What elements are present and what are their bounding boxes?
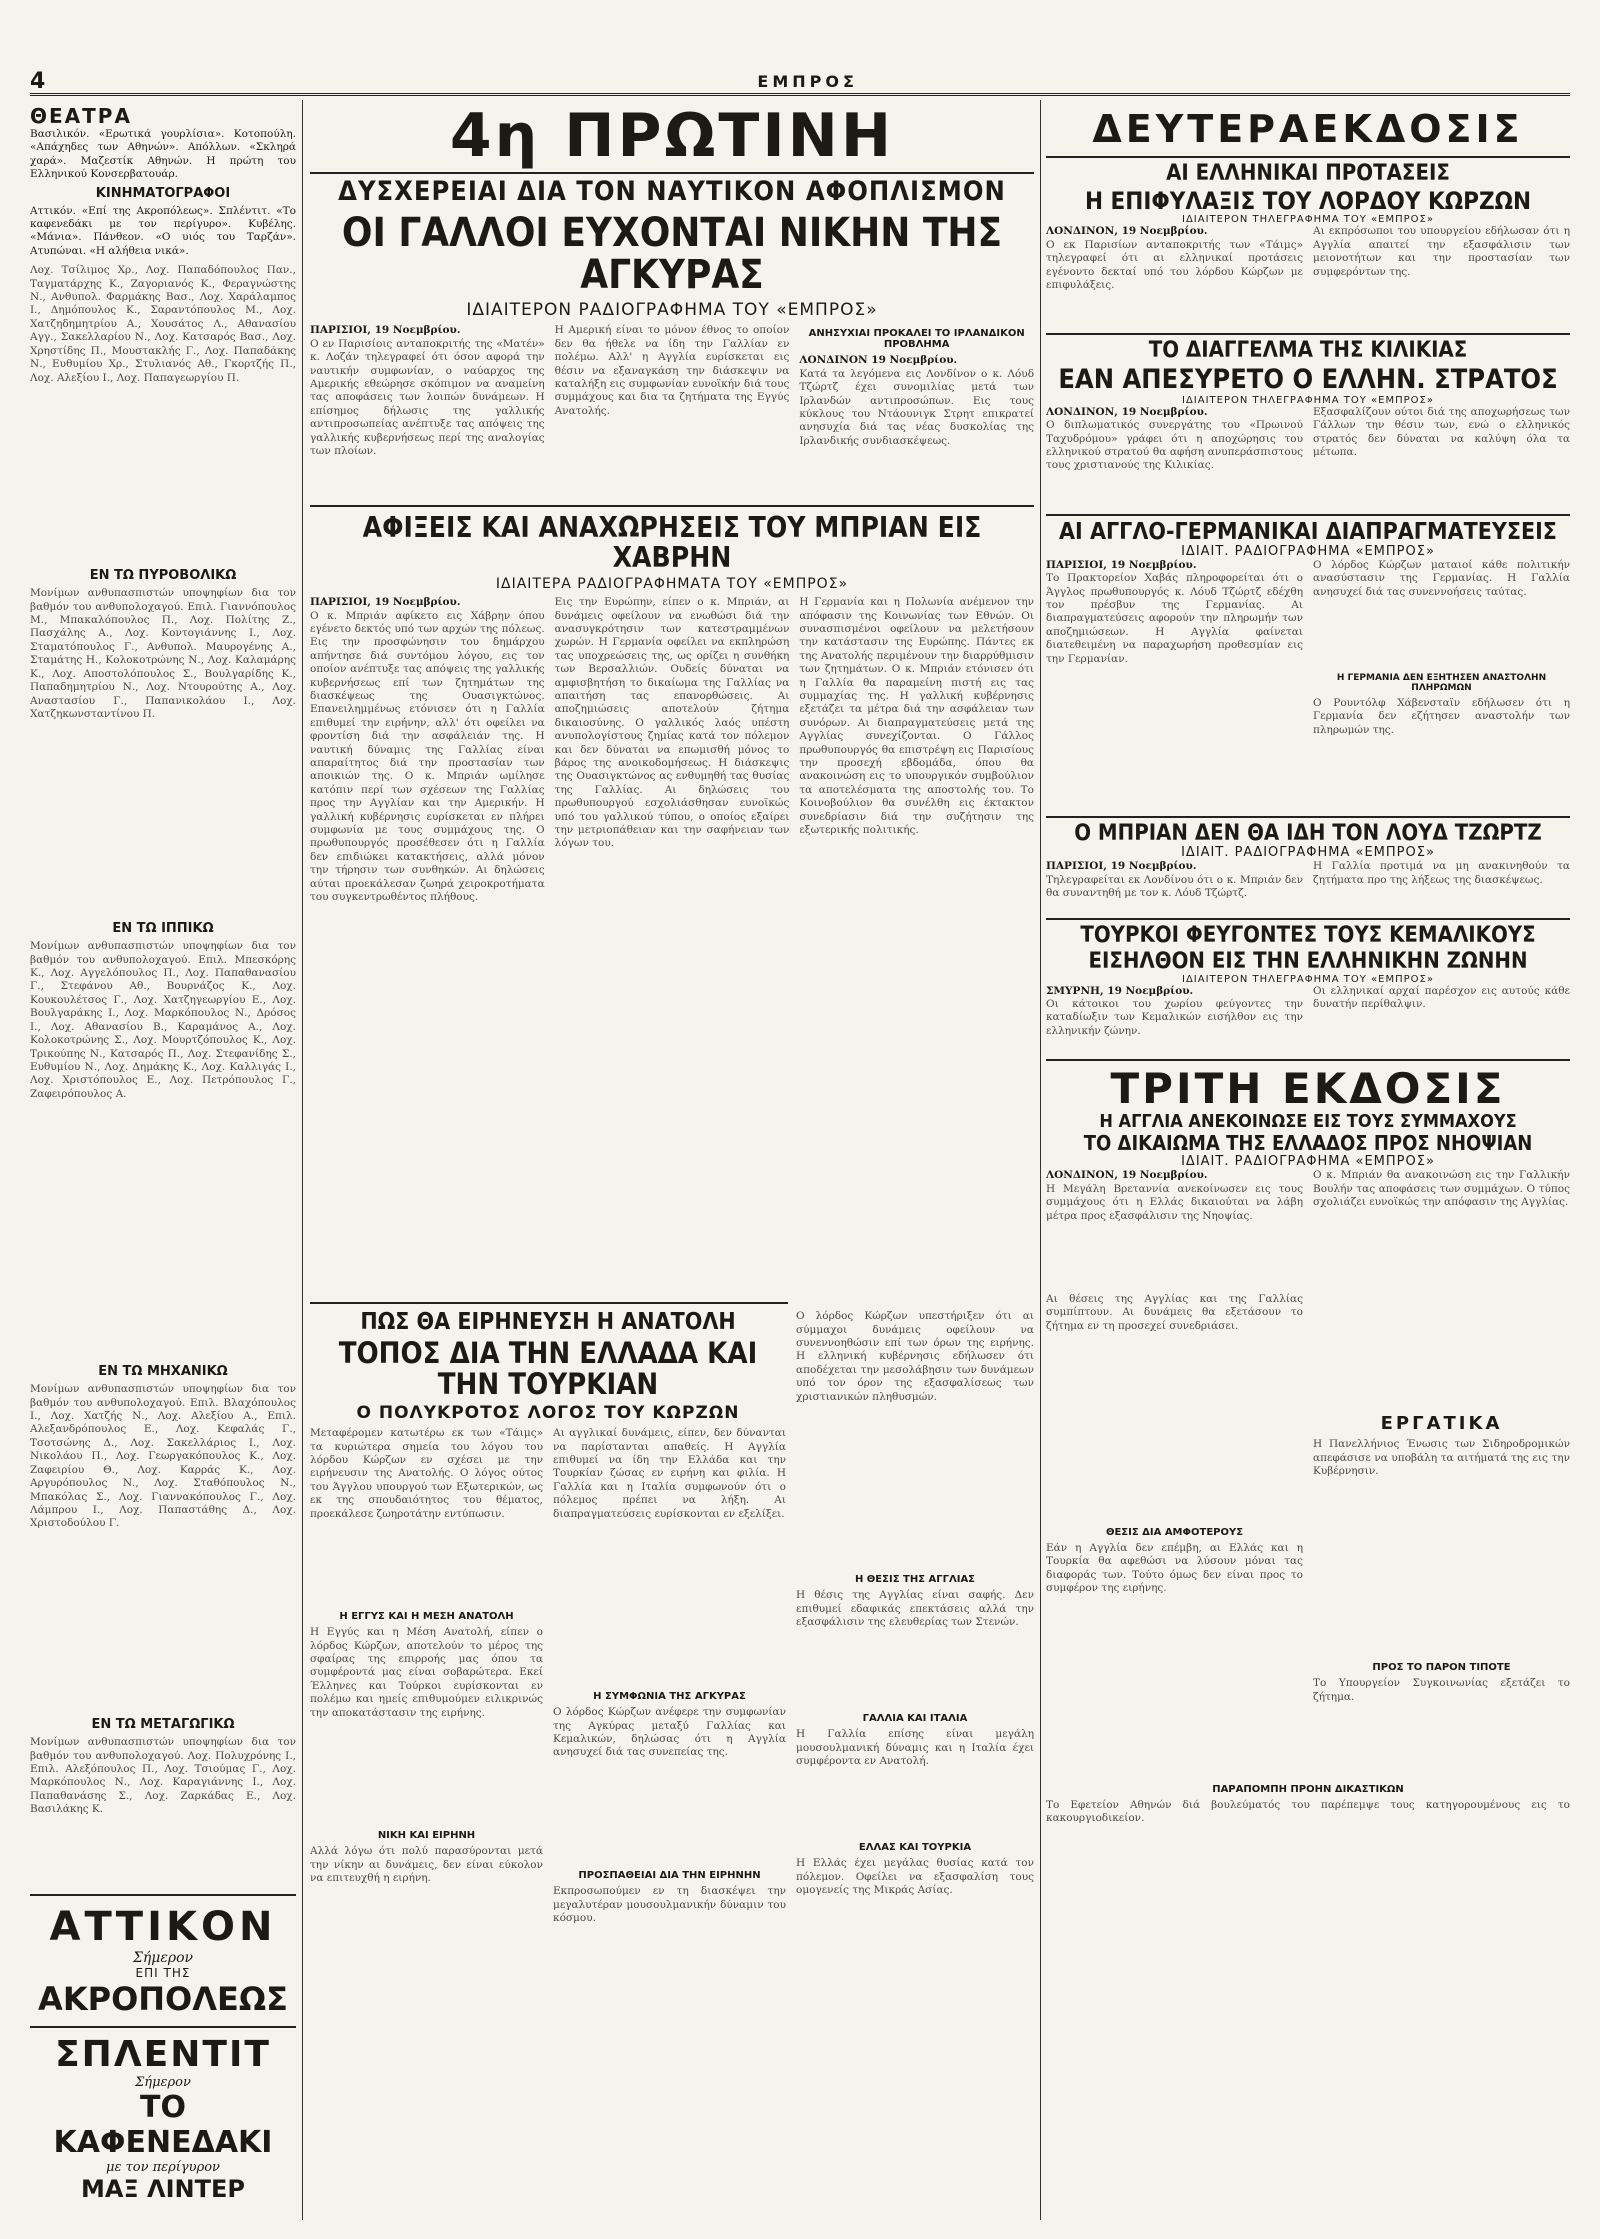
- s2-kicker: ΤΟ ΔΙΑΓΓΕΛΜΑ ΤΗΣ ΚΙΛΙΚΙΑΣ: [1148, 338, 1468, 364]
- article-text: Οι κάτοικοι του χωρίου φεύγοντες την καταδίωξιν των Κεμαλικών εισήλθον εις την ελληνικήν ζώνην.: [1046, 997, 1303, 1037]
- article-text: Η Εγγύς και η Μέση Ανατολή, είπεν ο λόρδος Κώρζων, αποτελούν το μέρος της σφαίρας της επιρροής μας όπου τα συμφέροντά μας είναι σοβαρώτερα. Εκεί Έλληνες και Τούρκοι ευρίσκονται εν πολέμω και ημείς επιθυμούμεν ειλικρινώς την αποκατάστασιν της ειρήνης.: [310, 1626, 543, 1719]
- story2-body: [310, 596, 1034, 1296]
- article-text: Εκπροσωπούμεν εν τη διασκέψει την μεγαλυτέραν μουσουλμανικήν δύναμιν του κόσμου.: [553, 1885, 786, 1924]
- section-heading: ΕΝ ΤΩ ΙΠΠΙΚΩ: [112, 921, 214, 937]
- story3-sub: Ο ΠΟΛΥΚΡΟΤΟΣ ΛΟΓΟΣ ΤΟΥ ΚΩΡΖΩΝ: [356, 1403, 740, 1424]
- left-column: [30, 104, 296, 2204]
- s8-sub: ΠΡΟΣ ΤΟ ΠΑΡΟΝ ΤΙΠΟΤΕ: [1372, 1662, 1511, 1674]
- page-number: 4: [30, 69, 46, 94]
- s1-body: [1046, 225, 1570, 329]
- ad-splendid: [30, 2026, 296, 2203]
- ad-line: ΕΠΙ ΤΗΣ: [135, 1966, 191, 1981]
- story3: [310, 1310, 1034, 1987]
- s3-source: ΙΔΙΑΙΤ. ΡΑΔΙΟΓΡΑΦΗΜΑ «ΕΜΠΡΟΣ»: [1181, 543, 1435, 559]
- s5-kicker: ΤΟΥΡΚΟΙ ΦΕΥΓΟΝΤΕΣ ΤΟΥΣ ΚΕΜΑΛΙΚΟΥΣ: [1080, 923, 1536, 949]
- s1-headline: Η ΕΠΙΦΥΛΑΞΙΣ ΤΟΥ ΛΟΡΔΟΥ ΚΩΡΖΩΝ: [1084, 187, 1532, 216]
- s7-sub: ΘΕΣΙΣ ΔΙΑ ΑΜΦΟΤΕΡΟΥΣ: [1105, 1526, 1244, 1538]
- section-heading: ΕΝ ΤΩ ΜΕΤΑΓΩΓΙΚΩ: [91, 1717, 235, 1733]
- s3-body: [1046, 559, 1570, 812]
- column-rule: [1040, 100, 1041, 2220]
- article-text: Οι ελληνικαί αρχαί παρέσχον εις αυτούς κάθε δυνατήν περίθαλψιν.: [1313, 984, 1570, 1010]
- ad-title: ΣΠΛΕΝΤΙΤ: [55, 2034, 271, 2076]
- story1-headline: ΟΙ ΓΑΛΛΟΙ ΕΥΧΟΝΤΑΙ ΝΙΚΗΝ ΤΗΣ ΑΓΚΥΡΑΣ: [341, 210, 1003, 299]
- s3-sub: Η ΓΕΡΜΑΝΙΑ ΔΕΝ ΕΞΗΤΗΣΕΝ ΑΝΑΣΤΟΛΗΝ ΠΛΗΡΩΜΩΝ: [1336, 672, 1547, 693]
- s6-body: [1046, 1169, 1570, 1781]
- s8-headline: ΕΡΓΑΤΙΚΑ: [1380, 1413, 1503, 1435]
- article-text: Η Ελλάς έχει μεγάλας θυσίας κατά τον πόλεμον. Οφείλει να εξασφαλίση τους ομογενείς της Μικράς Ασίας.: [796, 1857, 1034, 1896]
- dateline: ΠΑΡΙΣΙΟΙ, 19 Νοεμβρίου.: [310, 324, 461, 337]
- article-text: Αλλά λόγω ότι πολύ παρασύρονται μετά την νίκην αι δυνάμεις, δεν είναι εύκολον να επιτευχθή η ειρήνη.: [310, 1845, 543, 1884]
- article-text: Το Εφετείον Αθηνών διά βουλεύματός του παρέπεμψε τους κατηγορουμένους εις το κακουργιοδικείον.: [1046, 1798, 1570, 1825]
- article-text: Η Γερμανία και η Πολωνία ανέμενον την απόφασιν της Κοινωνίας των Εθνών. Οι συνασπισμένοι οφείλουν να μελετήσουν την κατάστασιν της Ευρώπης. Πάντες εκ της Ανατολής περιμένουν την διαρρύθμισιν των ζητημάτων. Ο κ. Μπριάν ετόνισεν ότι η Γαλλία θα παραμείνη πιστή εις τας συμμαχίας της. Η γαλλική κυβέρνησις εξετάζει τα μέτρα διά την ασφάλειαν των συνόρων. Αι διαπραγματεύσεις μετά της Αγγλίας συνεχίζονται. Ο Γάλλος πρωθυπουργός θα επιστρέψη εις Παρισίους την προσεχή εβδομάδα, όπου θα ανακοινώση εις το υπουργικόν συμβούλιον τα αποτελέσματα της αποστολής του. Το Κοινοβούλιον θα συνέλθη εις έκτακτον συνεδρίασιν διά την συζήτησιν της εξωτερικής πολιτικής.: [799, 596, 1034, 837]
- dateline: ΛΟΝΔΙΝΟΝ 19 Νοεμβρίου.: [799, 354, 958, 367]
- s4-body: [1046, 860, 1570, 914]
- story3-headline: ΤΟΠΟΣ ΔΙΑ ΤΗΝ ΕΛΛΑΔΑ ΚΑΙ ΤΗΝ ΤΟΥΡΚΙΑΝ: [338, 1336, 758, 1401]
- article-text: Εις την Ευρώπην, είπεν ο κ. Μπριάν, αι δυνάμεις οφείλουν να ενωθώσι διά την ανασυγκρότησιν των κατεστραμμένων χωρών. Η Γερμανία οφείλει να εκπληρώση τας υποχρεώσεις της, ως ορίζει η συνθήκη των Βερσαλλιών. Ουδείς δύναται να αμφισβητήση το δικαίωμα της Γαλλίας να απαιτήση τας επανορθώσεις. Αι αποζημιώσεις αποτελούν ζήτημα δικαιοσύνης. Ο γαλλικός λαός υπέστη ανυπολογίστους ζημίας κατά τον πόλεμον και δεν δύναται να επωμισθή μόνος το βάρος της ανοικοδομήσεως. Η διάσκεψις της Ουασιγκτώνος ας ενθυμηθή τας θυσίας της Γαλλίας. Αι δηλώσεις του πρωθυπουργού εσχολιάσθησαν ευνοϊκώς υπό του γαλλικού τύπου, ο οποίος εξαίρει την μετριοπάθειαν και την σαφήνειαν των λόγων του.: [554, 596, 790, 850]
- subsection-heading: ΕΛΛΑΣ ΚΑΙ ΤΟΥΡΚΙΑ: [858, 1842, 972, 1854]
- ad-title: ΑΤΤΙΚΟΝ: [49, 1904, 277, 1951]
- dateline: ΠΑΡΙΣΙΟΙ, 19 Νοεμβρίου.: [310, 596, 461, 609]
- article-text: Η θέσις της Αγγλίας είναι σαφής. Δεν επιθυμεί εδαφικάς επεκτάσεις αλλά την εξασφάλισιν της ελευθερίας των Στενών.: [796, 1589, 1034, 1628]
- left-body-4: Μονίμων ανθυπασπιστών υποψηφίων δια τον βαθμόν του ανθυπολοχαγού. Επιλ. Βλαχόπουλος Ι., Λοχ. Χατζής Ν., Λοχ. Αλεξίου Α., Επιλ. Αλεξανδρόπουλος Ε., Λοχ. Κεφαλάς Γ., Τσοτσώνης Δ., Λοχ. Σακελλάριος Ι., Λοχ. Νικολάου Π., Λοχ. Γεωργακόπουλος Κ., Λοχ. Ζαφειρίου Θ., Λοχ. Καρράς Κ., Λοχ. Αργυρόπουλος Ν., Λοχ. Σταθόπουλος Ν., Μπακόλας Σ., Λοχ. Γιαννακόπουλος Γ., Λοχ. Λάμπρου Ι., Λοχ. Παπαστάθης Δ., Λοχ. Χριστοδούλου Γ.: [30, 1383, 296, 1530]
- article-text: Αι εκπρόσωποι του υπουργείου εδήλωσαν ότι η Αγγλία απαιτεί την εξασφάλισιν των μειονοτήτων και την προστασίαν των συμφερόντων της.: [1313, 225, 1570, 278]
- s9-headline: ΠΑΡΑΠΟΜΠΗ ΠΡΟΗΝ ΔΙΚΑΣΤΙΚΩΝ: [1212, 1783, 1404, 1795]
- section-heading: ΕΝ ΤΩ ΠΥΡΟΒΟΛΙΚΩ: [89, 568, 237, 584]
- article-text: Αι αγγλικαί δυνάμεις, είπεν, δεν δύνανται να παρίστανται απαθείς. Η Αγγλία επιθυμεί να ίδη την Ελλάδα και την Τουρκίαν ζώσας εν ειρήνη και φιλία. Η Γαλλία και η Ιταλία συμφωνούν ότι ο πόλεμος πρέπει να λήξη. Αι διαπραγματεύσεις ευρίσκονται εν εξελίξει.: [553, 1427, 786, 1520]
- ad-subtitle: Σήμερον: [135, 2075, 191, 2091]
- ad-main: ΤΟ ΚΑΦΕΝΕΔΑΚΙ: [53, 2090, 273, 2161]
- edition3-title: ΤΡΙΤΗ ΕΚΔΟΣΙΣ: [1110, 1063, 1506, 1113]
- article-text: Το Πρακτορείον Χαβάς πληροφορείται ότι ο Άγγλος πρωθυπουργός κ. Λόυδ Τζώρτζ εδέχθη τον πρέσβυν της Γερμανίας. Αι διαπραγματεύσεις αφορούν την πληρωμήν των αποζημιώσεων. Η Αγγλία φαίνεται διατεθειμένη να παραχωρήση προθεσμίαν εις την Γερμανίαν.: [1046, 572, 1303, 665]
- s6-kicker: Η ΑΓΓΛΙΑ ΑΝΕΚΟΙΝΩΣΕ ΕΙΣ ΤΟΥΣ ΣΥΜΜΑΧΟΥΣ: [1099, 1110, 1517, 1132]
- article-text: Η Μεγάλη Βρεταννία ανεκοίνωσεν εις τους συμμάχους ότι η Ελλάς δικαιούται να λάβη μέτρα προς εξασφάλισιν της Νηοψίας.: [1046, 1182, 1303, 1222]
- s6-source: ΙΔΙΑΙΤ. ΡΑΔΙΟΓΡΑΦΗΜΑ «ΕΜΠΡΟΣ»: [1181, 1154, 1435, 1170]
- article-text: Ο κ. Μπριάν θα ανακοινώση εις την Γαλλικήν Βουλήν τας αποφάσεις των συμμάχων. Ο τύπος σχολιάζει ευνοϊκώς την απόφασιν της Αγγλίας.: [1313, 1169, 1570, 1209]
- article-text: Ο εν Παρισίοις ανταποκριτής της «Ματέν» κ. Λοζάν τηλεγραφεί ότι όσον αφορά την ναυτικήν συμφωνίαν, ο ναύαρχος της Αμερικής εθεώρησε σκόπιμον να αναμείνη τας αποφάσεις των λοιπών δυνάμεων. Η επίσημος δήλωσις της γαλλικής αντιπροσωπείας ανέπτυξε τας απόψεις της γαλλικής κυβερνήσεως περί της αναλογίας των πλοίων.: [310, 337, 545, 457]
- article-text: Εξασφαλίζουν ούτοι διά της αποχωρήσεως των Γάλλων την θέσιν των, ενώ ο ελληνικός στρατός δεν δύναται να καλύψη όλα τα μέτωπα.: [1313, 405, 1570, 458]
- article-text: Η Γαλλία επίσης είναι μεγάλη μουσουλμανική δύναμις και η Ιταλία έχει συμφέροντα εν Ανατολή.: [796, 1728, 1034, 1767]
- article-text: Τηλεγραφείται εκ Λονδίνου ότι ο κ. Μπριάν δεν θα συναντηθή με τον κ. Λόυδ Τζώρτζ.: [1046, 873, 1303, 900]
- s1-source: ΙΔΙΑΙΤΕΡΟΝ ΤΗΛΕΓΡΑΦΗΜΑ ΤΟΥ «ΕΜΠΡΟΣ»: [1182, 214, 1434, 226]
- dateline: ΛΟΝΔΙΝΟΝ, 19 Νοεμβρίου.: [1046, 405, 1208, 418]
- s2-body: [1046, 406, 1570, 510]
- s6-headline: ΤΟ ΔΙΚΑΙΩΜΑ ΤΗΣ ΕΛΛΑΔΟΣ ΠΡΟΣ ΝΗΟΨΙΑΝ: [1083, 1131, 1533, 1156]
- ad-attikon: [30, 1894, 296, 2018]
- story3-body: [310, 1427, 786, 1965]
- story2-source: ΙΔΙΑΙΤΕΡΑ ΡΑΔΙΟΓΡΑΦΗΜΑΤΑ ΤΟΥ «ΕΜΠΡΟΣ»: [495, 576, 849, 593]
- story2-headline: ΑΦΙΞΕΙΣ ΚΑΙ ΑΝΑΧΩΡΗΣΕΙΣ ΤΟΥ ΜΠΡΙΑΝ ΕΙΣ ΧΑΒΡΗΝ: [362, 511, 982, 574]
- left-body-2: Μονίμων ανθυπασπιστών υποψηφίων δια τον βαθμόν του ανθυπολοχαγού. Επιλ. Γιαννόπουλος Μ., Μπακαλόπουλος Π., Λοχ. Πολίτης Ζ., Πασχάλης Α., Λοχ. Κοντογιάννης Ι., Λοχ. Σταματόπουλος Γ., Ανθυπολ. Μαυρογένης Α., Σταμάτης Η., Κολοκοτρώνης Ν., Λοχ. Καλαμάρης Κ., Λοχ. Αποστολόπουλος Σ., Βουλγαρίδης Κ., Παπαδημητρίου Ν., Λοχ. Ντουρούτης Α., Λοχ. Αναστασίου Γ., Παπανικολάου Ι., Λοχ. Χατζηκωνσταντίνου Π.: [30, 587, 296, 720]
- article-text: Εάν η Αγγλία δεν επέμβη, αι Ελλάς και η Τουρκία θα αφεθώσι να λύσουν μόναι τας διαφοράς των. Τούτο όμως δεν είναι προς το συμφέρον της ειρήνης.: [1046, 1541, 1303, 1595]
- dateline: ΛΟΝΔΙΝΟΝ, 19 Νοεμβρίου.: [1046, 225, 1208, 238]
- s5-source: ΙΔΙΑΙΤΕΡΟΝ ΤΗΛΕΓΡΑΦΗΜΑ ΤΟΥ «ΕΜΠΡΟΣ»: [1182, 973, 1434, 985]
- section-heading: ΕΝ ΤΩ ΜΗΧΑΝΙΚΩ: [98, 1364, 228, 1380]
- cinema-heading: ΚΙΝΗΜΑΤΟΓΡΑΦΟΙ: [95, 185, 231, 201]
- article-text: Ο διπλωματικός συνεργάτης του «Πρωινού Ταχυδρόμου» γράφει ότι η αποχώρησις του ελληνικού στρατού θα αφήση ανυπεράσπιστους τους χριστιανούς της Κιλικίας.: [1046, 419, 1303, 472]
- story1-body: [310, 324, 1034, 499]
- cinema-list: Αττικόν. «Επί της Ακροπόλεως». Σπλέντιτ. «Το καφενεδάκι με τον περίγυρο». Κυβέλης. «Μάνια». Πάνθεον. «Ο υιός του Ταρζάν». Ατυπώναι. «Η αλήθεια νικά».: [30, 204, 296, 257]
- article-text: Μεταφέρομεν κατωτέρω εκ των «Τάιμς» τα κυριώτερα σημεία του λόγου του λόρδου Κώρζων εν σχέσει με την ειρήνευσιν της Ανατολής. Ο λόγος ούτος του Άγγλου υπουργού των Εξωτερικών, ως εκ της σπουδαιότητος του θέματος, προεκάλεσε ζωηροτάτην εντύπωσιν.: [310, 1427, 543, 1520]
- s1-kicker: ΑΙ ΕΛΛΗΝΙΚΑΙ ΠΡΟΤΑΣΕΙΣ: [1166, 161, 1450, 186]
- dateline: ΠΑΡΙΣΙΟΙ, 19 Νοεμβρίου.: [1046, 558, 1197, 571]
- article-text: Ο λόρδος Κώρζων υπεστήριξεν ότι αι σύμμαχοι δυνάμεις οφείλουν να συνεννοηθώσιν επί των όρων της ειρήνης. Η ελληνική κυβέρνησις εδήλωσεν ότι αποδέχεται την μεσολάβησιν των δυνάμεων υπό τον όρον της εξασφαλίσεως των χριστιανικών πληθυσμών.: [796, 1310, 1034, 1403]
- dateline: ΛΟΝΔΙΝΟΝ, 19 Νοεμβρίου.: [1046, 1169, 1208, 1182]
- article-text: Ο εκ Παρισίων ανταποκριτής των «Τάιμς» τηλεγραφεί ότι αι ελληνικαί προτάσεις εγένοντο δεκταί υπό του λόρδου Κώρζων με επιφυλάξεις.: [1046, 238, 1303, 291]
- subsection-heading: Η ΕΓΓΥΣ ΚΑΙ Η ΜΕΣΗ ΑΝΑΤΟΛΗ: [339, 1611, 514, 1623]
- dateline: ΠΑΡΙΣΙΟΙ, 19 Νοεμβρίου.: [1046, 860, 1197, 873]
- ad-subtitle: Σήμερον: [132, 1950, 194, 1967]
- theatre-heading: ΘΕΑΤΡΑ: [30, 104, 132, 128]
- s2-headline: ΕΑΝ ΑΠΕΣΥΡΕΤΟ Ο ΕΛΛΗΝ. ΣΤΡΑΤΟΣ: [1058, 364, 1558, 396]
- ad-line: με τον περίγυρον: [106, 2160, 220, 2176]
- s4-source: ΙΔΙΑΙΤ. ΡΑΔΙΟΓΡΑΦΗΜΑ «ΕΜΠΡΟΣ»: [1181, 845, 1435, 861]
- left-body-3: Μονίμων ανθυπασπιστών υποψηφίων δια τον βαθμόν του ανθυπολοχαγού. Επιλ. Μπεσκόρης Κ., Λοχ. Αγγελόπουλος Π., Λοχ. Παπαθανασίου Γ., Στεφάνου Αθ., Βουρνάζος Κ., Λοχ. Κουκουλέτσος Γ., Λοχ. Χατζηγεωργίου Ε., Λοχ. Βουλγαράκης Ι., Λοχ. Μαρκόπουλος Ν., Δρόσος Ι., Λοχ. Αθανασίου Β., Καραμάνος Α., Λοχ. Κολοκοτρώνης Σ., Λοχ. Μουρτζόπουλος Κ., Λοχ. Τρικούπης Ν., Κατσαρός Π., Λοχ. Στεφανίδης Σ., Ευθυμίου Ν., Λοχ. Δημάκης Κ., Λοχ. Καλλιγάς Ι., Λοχ. Χριστόπουλος Ε., Λοχ. Πετρόπουλος Γ., Ζαφειρόπουλος Α.: [30, 940, 296, 1100]
- article-text: Κατά τα λεγόμενα εις Λονδίνον ο κ. Λόυδ Τζώρτζ έχει συνομιλίας μετά των Ιρλανδών αντιπροσώπων. Εις τους κύκλους του Ντάουνιγκ Στρητ επικρατεί ανησυχία διά τας νέας δυσκολίας της Ιρλανδικής συνδιασκέψεως.: [799, 367, 1034, 447]
- paper-name: ΕΜΠΡΟΣ: [757, 72, 858, 91]
- article-text: Αι θέσεις της Αγγλίας και της Γαλλίας συμπίπτουν. Αι δυνάμεις θα εξετάσουν το ζήτημα εν τη προσεχεί συνεδριάσει.: [1046, 1292, 1303, 1332]
- edition-title: 4η ΠΡΩΤΙΝΗ: [449, 104, 895, 171]
- article-text: Ο κ. Μπριάν αφίκετο εις Χάβρην όπου εγένετο δεκτός υπό των αρχών της πόλεως. Εις την προσφώνησιν του δημάρχου απήντησε διά συντόμου λόγου, εις τον οποίον ανέπτυξε τας απόψεις της γαλλικής κυβερνήσεως επί των ζητημάτων της διασκέψεως της Ουασιγκτώνος. Επανειλημμένως ετόνισεν ότι η Γαλλία επιθυμεί την ειρήνην, αλλ' ότι οφείλει να φροντίση διά την ασφάλειάν της. Η ναυτική δύναμις της Γαλλίας είναι απαραίτητος διά την προστασίαν των αποικιών της. Ο κ. Μπριάν ωμίλησε κατόπιν περί των σχέσεων της Γαλλίας προς την Αγγλίαν και την Αμερικήν. Η γαλλική κυβέρνησις ευρίσκεται εν πλήρει συμφωνία με τους συμμάχους της. Ο πρωθυπουργός προσέθεσεν ότι η Γαλλία δεν επιδιώκει κατακτήσεις, αλλά μόνον την τήρησιν των συνθηκών. Αι δηλώσεις αύται προεκάλεσαν ζωηρά χειροκροτήματα του συγκεντρωθέντος πλήθους.: [310, 609, 545, 904]
- subsection-heading: ΓΑΛΛΙΑ ΚΑΙ ΙΤΑΛΙΑ: [862, 1713, 968, 1725]
- s5-body: [1046, 985, 1570, 1055]
- ad-author: ΜΑΞ ΛΙΝΤΕΡ: [81, 2175, 245, 2204]
- center-section: [310, 104, 1034, 2204]
- article-text: Ο λόρδος Κώρζων ανέφερε την συμφωνίαν της Αγκύρας μεταξύ Γαλλίας και Κεμαλικών, δηλώσας ότι η Αγγλία ανησυχεί διά τας συνεπείας της.: [553, 1706, 786, 1759]
- left-body-5: Μονίμων ανθυπασπιστών υποψηφίων δια τον βαθμόν του ανθυπολοχαγού. Λοχ. Πολυχρόνης Ι., Επιλ. Αλεξόπουλος Π., Λοχ. Τσιούμας Γ., Λοχ. Μαρκόπουλος Ν., Λοχ. Καραγιάννης Ι., Λοχ. Παπαθανάσης Σ., Λοχ. Ζαρκάδας Ε., Λοχ. Βασιλάκης Κ.: [30, 1736, 296, 1816]
- theatre-list: Βασιλικόν. «Ερωτικά γουρλίσια». Κοτοπούλη. «Απάχηδες των Αθηνών». Απόλλων. «Σκληρά χαρά». Μαζεστίκ Αθηνών. Η πρώτη του Ελληνικού Κονσερβατουάρ.: [30, 128, 296, 181]
- article-text: Η Αμερική είναι το μόνον έθνος το οποίον δεν θα ήθελε να ίδη την Γαλλίαν εν πολέμω. Αλλ' η Αγγλία ευρίσκεται εις θέσιν να εξαναγκάση την διάσκεψιν να καταλήξη εις συμφωνίαν ευνοϊκήν διά τους συμμάχους και δια τα ζητήματα της Εγγύς Ανατολής.: [554, 324, 790, 417]
- dateline: ΣΜΥΡΝΗ, 19 Νοεμβρίου.: [1046, 984, 1194, 997]
- subsection-heading: Η ΘΕΣΙΣ ΤΗΣ ΑΓΓΛΙΑΣ: [854, 1574, 976, 1586]
- article-text: Η Γαλλία προτιμά να μη ανακινηθούν τα ζητήματα προ της λήξεως της διασκέψεως.: [1313, 860, 1570, 886]
- article-text: Το Υπουργείον Συγκοινωνίας εξετάζει το ζήτημα.: [1313, 1677, 1570, 1703]
- article-text: Ο λόρδος Κώρζων ματαιοί κάθε πολιτικήν ανασύστασιν της Γερμανίας. Η Γαλλία ανησυχεί διά τας συνεννοήσεις ταύτας.: [1313, 558, 1570, 598]
- article-text: Ο Ρουντόλφ Χάβενσταϊν εδήλωσεν ότι η Γερμανία δεν εζήτησεν αναστολήν των πληρωμών της.: [1313, 696, 1570, 736]
- s5-headline: ΕΙΣΗΛΘΟΝ ΕΙΣ ΤΗΝ ΕΛΛΗΝΙΚΗΝ ΖΩΝΗΝ: [1088, 949, 1528, 975]
- s3-headline: ΑΙ ΑΓΓΛΟ-ΓΕΡΜΑΝΙΚΑΙ ΔΙΑΠΡΑΓΜΑΤΕΥΣΕΙΣ: [1059, 518, 1557, 545]
- story1-sub: ΑΝΗΣΥΧΙΑΙ ΠΡΟΚΑΛΕΙ ΤΟ ΙΡΛΑΝΔΙΚΟΝ ΠΡΟΒΛΗΜΑ: [808, 328, 1025, 351]
- ad-main: ΑΚΡΟΠΟΛΕΩΣ: [38, 1980, 288, 2019]
- right-section: [1046, 104, 1570, 2204]
- left-body-1: Λοχ. Τσίλιμος Χρ., Λοχ. Παπαδόπουλος Παν., Ταγματάρχης Κ., Ζαγοριανός Κ., Φεραγνώστης Ν., Ανθυπολ. Φαρμάκης Βασ., Λοχ. Χαράλαμπος Ι., Δημόπουλος Κ., Σαραντόπουλος Μ., Λοχ. Χατζηδημητρίου Α., Χουσάτος Λ., Αθανασίου Αγγ., Σακελλαρίου Ν., Λοχ. Κατσαρός Βασ., Λοχ. Χρηστίδης Π., Μουστακλής Γ., Λοχ. Παπαδάκης Ν., Ευθυμίου Χρ., Στυλιανός Αθ., Γκορτζής Π., Λοχ. Αλεξίου Ι., Λοχ. Παπαγεωργίου Π.: [30, 264, 296, 384]
- s4-headline: Ο ΜΠΡΙΑΝ ΔΕΝ ΘΑ ΙΔΗ ΤΟΝ ΛΟΥΔ ΤΖΩΡΤΖ: [1074, 821, 1542, 847]
- masthead: [30, 70, 1570, 96]
- subsection-heading: ΝΙΚΗ ΚΑΙ ΕΙΡΗΝΗ: [377, 1830, 476, 1842]
- subsection-heading: ΠΡΟΣΠΑΘΕΙΑΙ ΔΙΑ ΤΗΝ ΕΙΡΗΝΗΝ: [578, 1870, 761, 1882]
- story1-kicker: ΔΥΣΧΕΡΕΙΑΙ ΔΙΑ ΤΟΝ ΝΑΥΤΙΚΟΝ ΑΦΟΠΛΙΣΜΟΝ: [338, 176, 1006, 207]
- story3-kicker: ΠΩΣ ΘΑ ΕΙΡΗΝΕΥΣΗ Η ΑΝΑΤΟΛΗ: [360, 1309, 736, 1336]
- article-text: Η Πανελλήνιος Ένωσις των Σιδηροδρομικών απεφάσισε να υποβάλη τα αιτήματά της εις την Κυβέρνησιν.: [1313, 1438, 1570, 1478]
- s2-source: ΙΔΙΑΙΤΕΡΟΝ ΤΗΛΕΓΡΑΦΗΜΑ ΤΟΥ «ΕΜΠΡΟΣ»: [1182, 394, 1434, 406]
- story1-source: ΙΔΙΑΙΤΕΡΟΝ ΡΑΔΙΟΓΡΑΦΗΜΑ ΤΟΥ «ΕΜΠΡΟΣ»: [466, 300, 878, 321]
- column-rule: [302, 100, 303, 2220]
- subsection-heading: Η ΣΥΜΦΩΝΙΑ ΤΗΣ ΑΓΚΥΡΑΣ: [593, 1691, 746, 1703]
- edition-title: ΔΕΥΤΕΡΑΕΚΔΟΣΙΣ: [1092, 107, 1524, 151]
